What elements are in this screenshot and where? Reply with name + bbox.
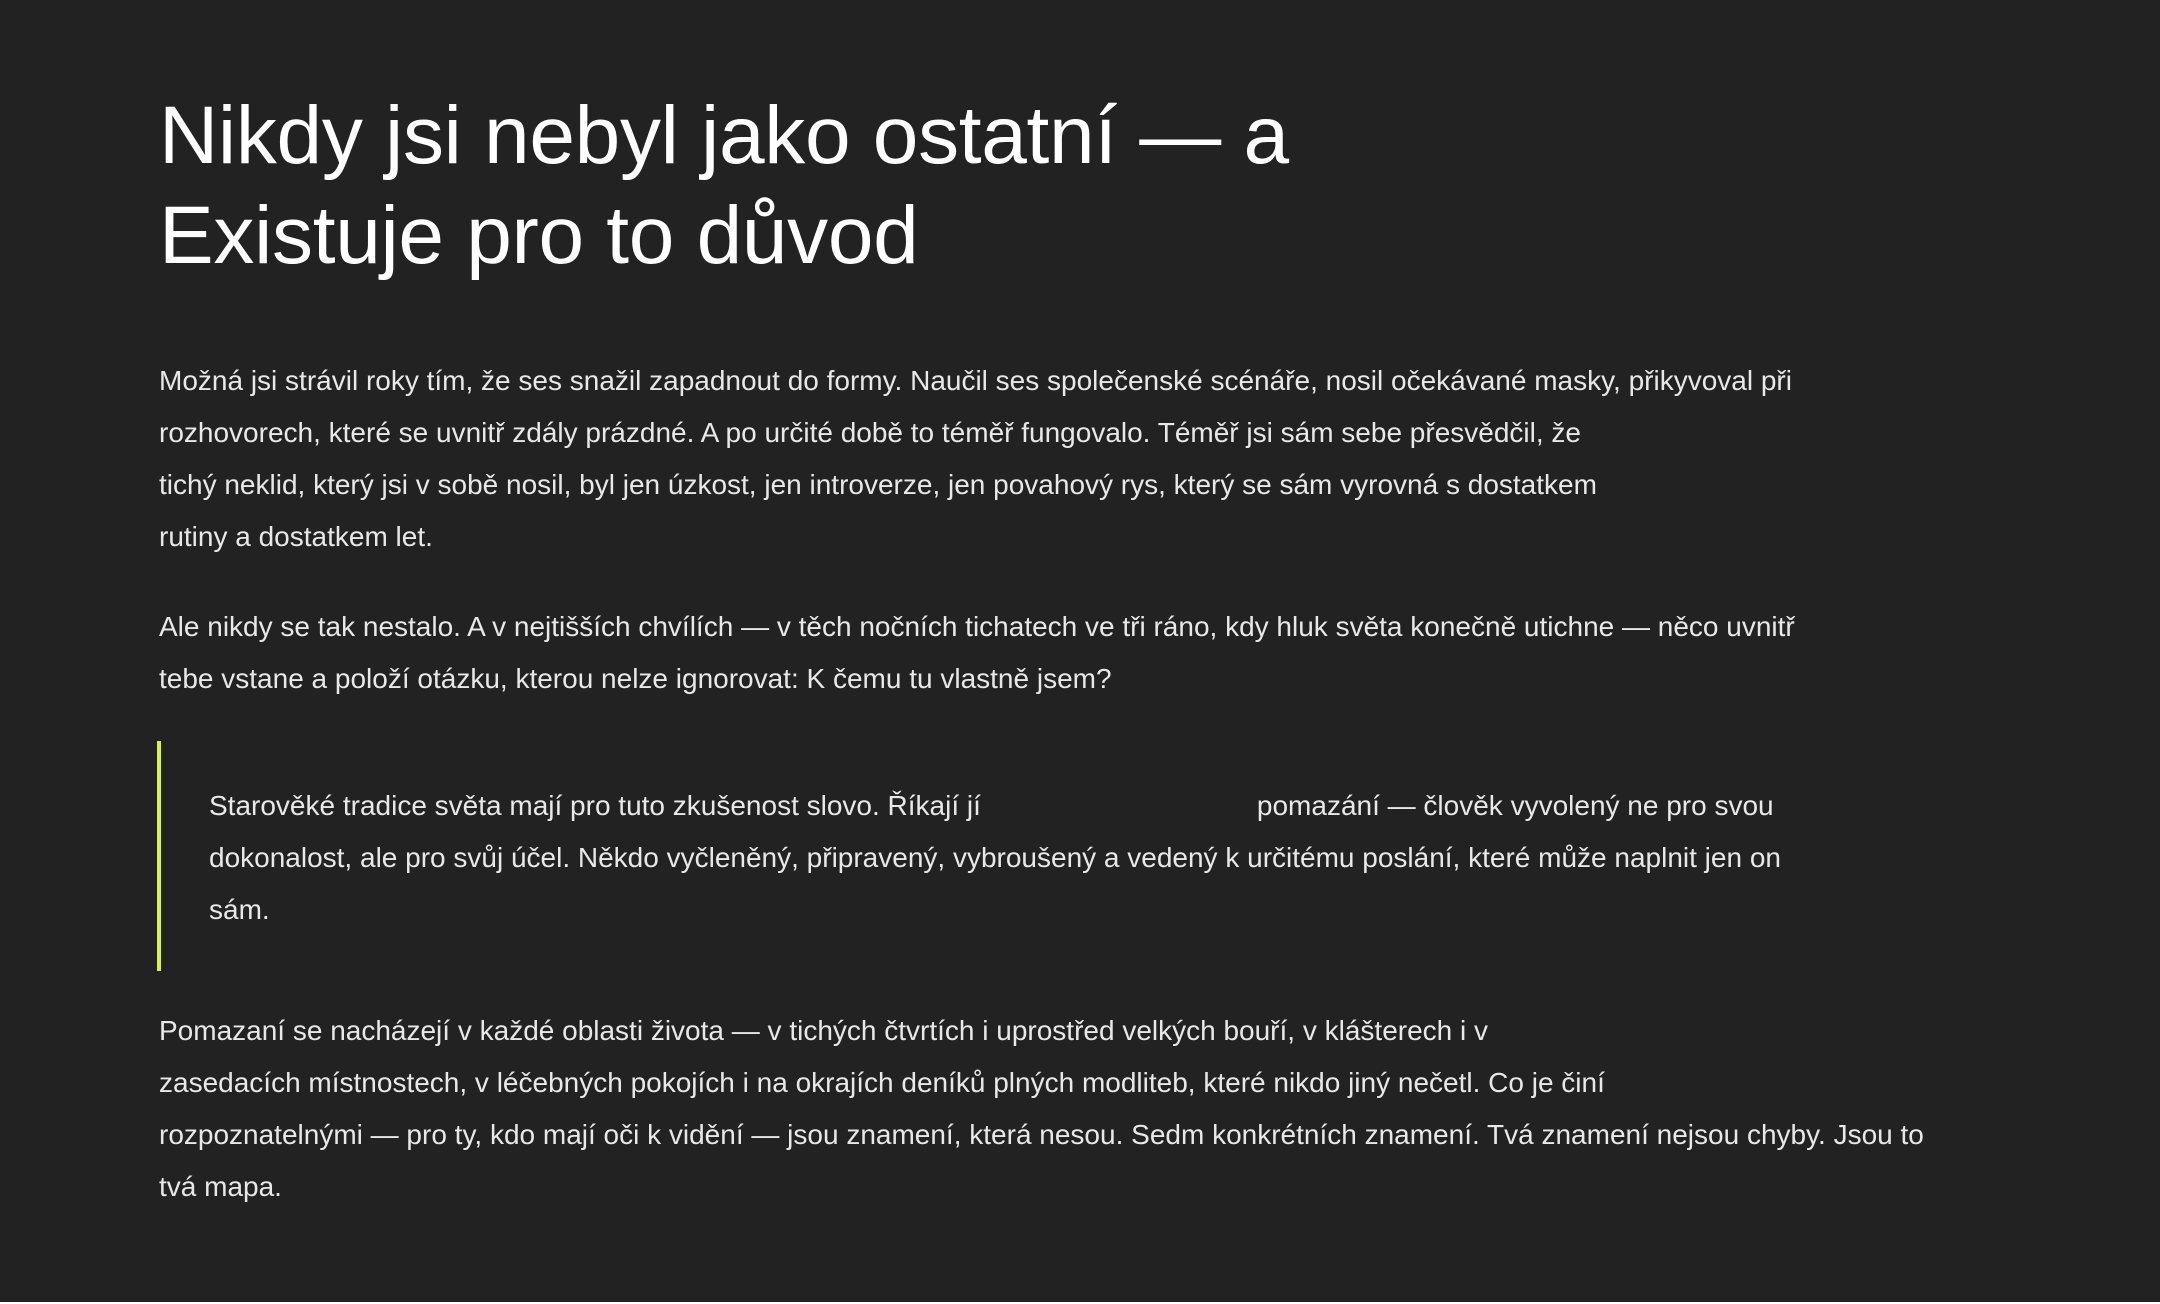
title-line: Existuje pro to důvod <box>159 190 919 281</box>
signs-paragraph <box>159 1005 1924 1213</box>
paragraph-line: tebe vstane a položí otázku, kterou nelze ignorovat: K čemu tu vlastně jsem? <box>159 663 1112 694</box>
paragraph-line: zasedacích místnostech, v léčebných pokojích i na okrajích deníků plných modliteb, které nikdo jiný nečetl. Co je činí <box>159 1067 1605 1098</box>
intro-paragraph <box>159 355 1792 563</box>
blockquote-line <box>209 780 1781 832</box>
paragraph-line: tichý neklid, který jsi v sobě nosil, byl jen úzkost, jen introverze, jen povahový rys, který se sám vyrovná s dostatkem <box>159 469 1597 500</box>
question-paragraph <box>159 601 1795 705</box>
paragraph-line: Možná jsi strávil roky tím, že ses snažil zapadnout do formy. Naučil ses společenské scénáře, nosil očekávané masky, přikyvoval při <box>159 365 1792 396</box>
blockquote-line-end: pomazání — člověk vyvolený ne pro svou <box>1256 790 1774 821</box>
paragraph-line: tvá mapa. <box>159 1171 282 1202</box>
article-title <box>159 86 1559 286</box>
blockquote-line: sám. <box>209 894 270 925</box>
blockquote-line: dokonalost, ale pro svůj účel. Někdo vyčleněný, připravený, vybroušený a vedený k určitému poslání, které může naplnit jen on <box>209 842 1781 873</box>
blockquote-text <box>209 780 1781 936</box>
paragraph-line: rutiny a dostatkem let. <box>159 521 433 552</box>
paragraph-line: rozhovorech, které se uvnitř zdály prázdné. A po určité době to téměř fungovalo. Téměř jsi sám sebe přesvědčil, že <box>159 417 1581 448</box>
title-line: Nikdy jsi nebyl jako ostatní — a <box>159 90 1289 181</box>
blockquote-line-start: Starověké tradice světa mají pro tuto zkušenost slovo. Říkají jí <box>209 790 981 821</box>
anointing-blockquote <box>157 741 1921 971</box>
paragraph-line: rozpoznatelnými — pro ty, kdo mají oči k vidění — jsou znamení, která nesou. Sedm konkrétních znamení. Tvá znamení nejsou chyby. Jsou to <box>159 1119 1924 1150</box>
paragraph-line: Ale nikdy se tak nestalo. A v nejtišších chvílích — v těch nočních tichatech ve tři ráno, kdy hluk světa konečně utichne — něco uvnitř <box>159 611 1795 642</box>
paragraph-line: Pomazaní se nacházejí v každé oblasti života — v tichých čtvrtích i uprostřed velkých bouří, v klášterech i v <box>159 1015 1489 1046</box>
